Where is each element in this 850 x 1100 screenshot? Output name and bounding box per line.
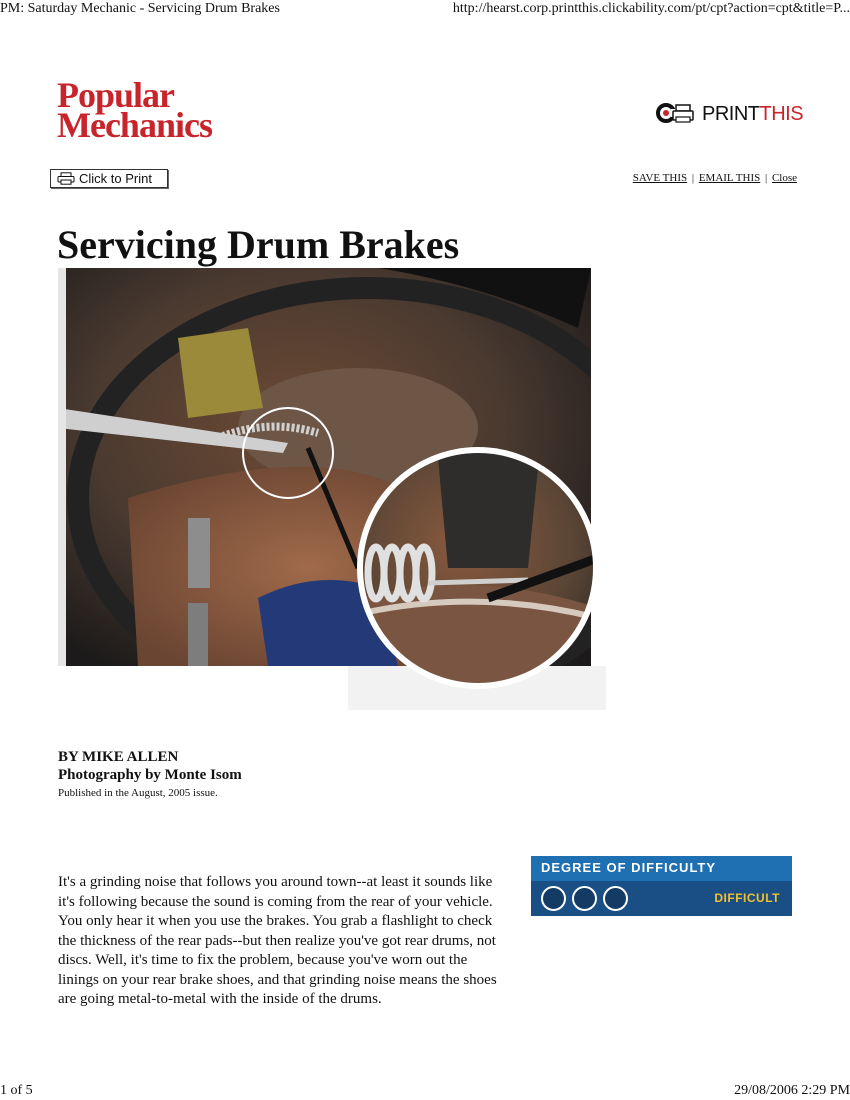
article-intro: It's a grinding noise that follows you around town--at least it sounds like it's following because the sound is coming from the rear of your vehicle. You only hear it when you use the brakes. You grab a flashlight to check the thickness of the rear pads--but then realize you've got rear drums, not discs. Well, it's time to fix the problem, because you've worn out the linings on your rear brake shoes, and that grinding noise means the shoes are going metal-to-metal with the inside of the drums. (58, 874, 497, 1007)
popular-mechanics-logo[interactable] (57, 75, 269, 145)
difficulty-heading: DEGREE OF DIFFICULTY (541, 860, 717, 875)
email-this-link[interactable]: EMAIL THIS (698, 172, 761, 184)
printthis-logo (656, 101, 806, 127)
difficulty-icons (541, 886, 628, 911)
difficulty-gear-icon (572, 886, 597, 911)
drum-brake-photo (58, 268, 606, 710)
save-this-link[interactable]: SAVE THIS (632, 172, 688, 184)
logo-line-2: Mechanics (57, 105, 212, 145)
degree-of-difficulty-badge (531, 856, 792, 916)
difficulty-gear-icon (541, 886, 566, 911)
page-header-title: PM: Saturday Mechanic - Servicing Drum Brakes (0, 1, 280, 16)
action-separator: | (764, 172, 768, 184)
action-separator: | (691, 172, 695, 184)
logo-line-1: Popular (57, 75, 175, 115)
printthis-word-print: PRINT (702, 103, 760, 125)
page-header-url: http://hearst.corp.printthis.clickability.com/pt/cpt?action=cpt&title=P... (452, 1, 850, 16)
photographer: Photography by Monte Isom (58, 767, 242, 783)
difficulty-gear-icon (603, 886, 628, 911)
printer-c-icon (656, 101, 700, 125)
click-to-print-label: Click to Print (79, 171, 152, 186)
article-actions (633, 172, 797, 184)
page-footer-count: 1 of 5 (0, 1083, 33, 1098)
publication-note: Published in the August, 2005 issue. (58, 787, 218, 799)
article-title: Servicing Drum Brakes (57, 222, 460, 267)
click-to-print-button[interactable] (50, 169, 168, 188)
byline (58, 748, 242, 802)
printthis-word-this: THIS (759, 103, 804, 125)
close-link[interactable]: Close (771, 172, 797, 184)
printer-icon (57, 172, 75, 185)
page-footer-date: 29/08/2006 2:29 PM (734, 1083, 850, 1098)
difficulty-level: DIFFICULT (714, 891, 780, 905)
author: BY MIKE ALLEN (58, 749, 179, 765)
